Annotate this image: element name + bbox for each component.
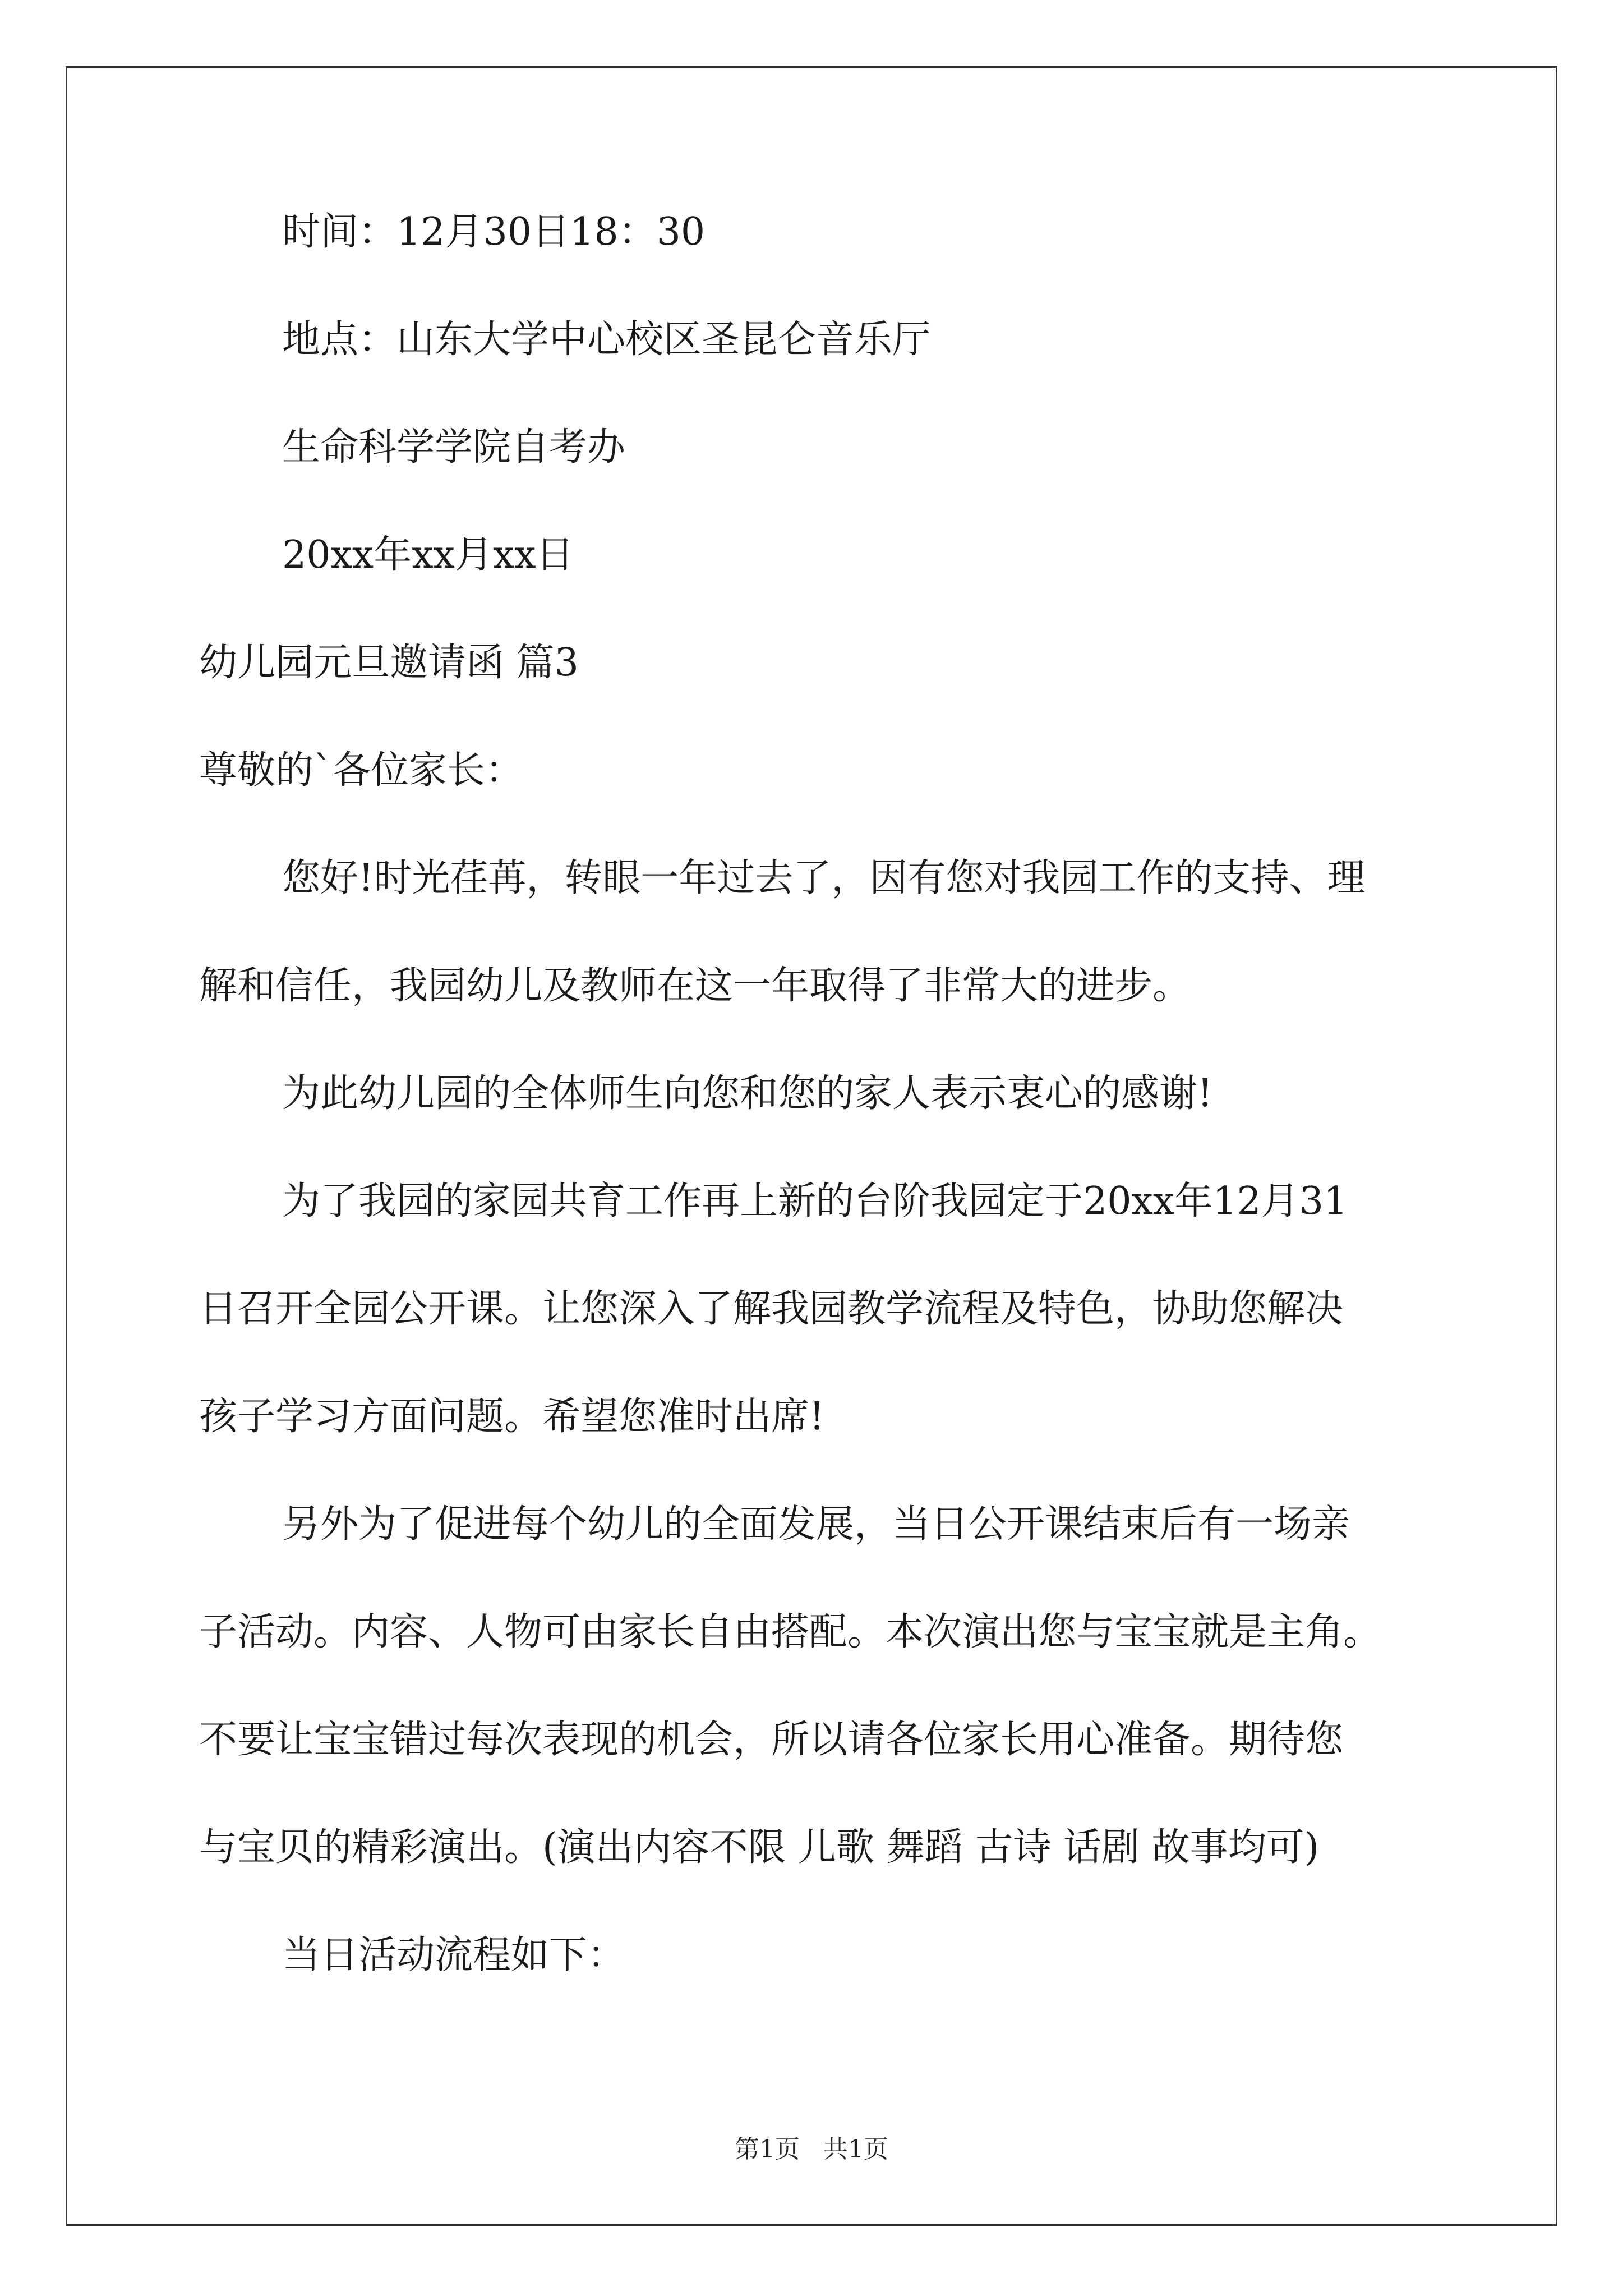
paragraph-line: 为了我园的家园共育工作再上新的台阶我园定于20xx年12月31 bbox=[282, 1179, 1348, 1223]
paragraph-line: 解和信任，我园幼儿及教师在这一年取得了非常大的进步。 bbox=[199, 964, 1191, 1008]
location-line: 地点：山东大学中心校区圣昆仑音乐厅 bbox=[282, 318, 931, 362]
organizer-line: 生命科学学院自考办 bbox=[282, 425, 626, 470]
paragraph-line: 为此幼儿园的全体师生向您和您的家人表示衷心的感谢! bbox=[282, 1071, 1213, 1116]
page-border bbox=[66, 66, 1557, 2226]
page-number: 第1页 共1页 bbox=[735, 2135, 888, 2164]
paragraph-line: 不要让宝宝错过每次表现的机会，所以请各位家长用心准备。期待您 bbox=[199, 1718, 1344, 1762]
page-footer bbox=[0, 2129, 1623, 2165]
paragraph-line: 日召开全园公开课。让您深入了解我园教学流程及特色，协助您解决 bbox=[199, 1287, 1344, 1331]
paragraph-line: 孩子学习方面问题。希望您准时出席! bbox=[199, 1395, 825, 1439]
paragraph-line: 当日活动流程如下： bbox=[282, 1933, 626, 1977]
section-title: 幼儿园元旦邀请函 篇3 bbox=[199, 641, 579, 685]
paragraph-line: 与宝贝的精彩演出。(演出内容不限 儿歌 舞蹈 古诗 话剧 故事均可) bbox=[199, 1825, 1320, 1870]
paragraph-line: 您好!时光荏苒，转眼一年过去了，因有您对我园工作的支持、理 bbox=[282, 856, 1366, 900]
salutation: 尊敬的`各位家长： bbox=[199, 748, 524, 793]
time-line: 时间：12月30日18：30 bbox=[282, 210, 706, 254]
date-line: 20xx年xx月xx日 bbox=[282, 533, 574, 577]
paragraph-line: 另外为了促进每个幼儿的全面发展，当日公开课结束后有一场亲 bbox=[282, 1502, 1350, 1547]
paragraph-line: 子活动。内容、人物可由家长自由搭配。本次演出您与宝宝就是主角。 bbox=[199, 1610, 1382, 1654]
